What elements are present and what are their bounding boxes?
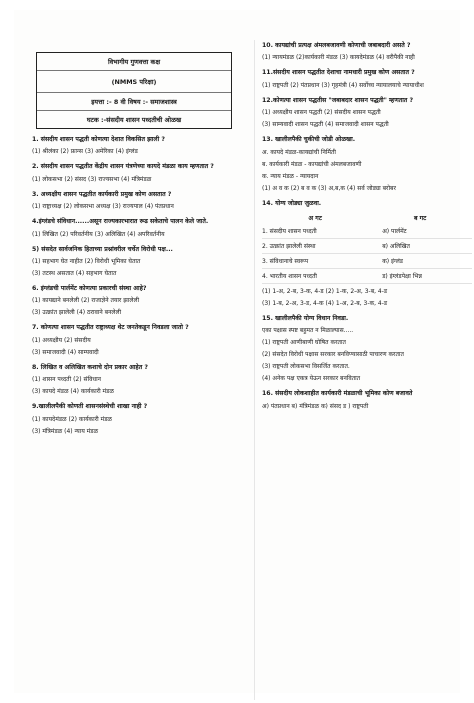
question-8 bbox=[32, 364, 244, 396]
question-statement: क. न्याय मंडळ - न्यायदान bbox=[262, 172, 319, 180]
column-b-header: ब गट bbox=[413, 215, 427, 223]
header-exam: (NMMS परिक्षा) bbox=[37, 70, 231, 92]
question-options: (1) सहभाग घेत नाहीत (2) विरोधी भूमिका घेतात bbox=[32, 258, 141, 266]
question-options: (1) श्रीलंका (2) फ्रान्स (3) अमेरिका (4) इंग्लंड bbox=[32, 148, 138, 156]
question-13 bbox=[262, 136, 472, 192]
question-statement: अ. कायदे मंडळ-कायद्यांची निर्मिती bbox=[262, 148, 336, 156]
question-text: 12.कोणत्या शासन पद्धतीस "जबाबदार शासन पद्धती" म्हणतात ? bbox=[262, 96, 414, 104]
question-text: 3. अध्यक्षीय शासन पद्धतीत कार्यकारी प्रमुख कोण असतात ? bbox=[32, 190, 172, 198]
column-b-cell: क) इंग्लंड bbox=[368, 254, 472, 269]
question-options: (2) संसदेत विरोधी पक्षास सरकार बनविण्यासाठी पाचारण करतात bbox=[262, 351, 404, 359]
question-options: (1) लोकसभा (2) संसद (3) राज्यसभा (4) मंत्रिमंडळ bbox=[32, 175, 152, 183]
column-a-cell: 1. संसदीय शासन पध्दती bbox=[262, 224, 368, 239]
question-text: 14. योग्य जोड्या जुळवा. bbox=[262, 199, 322, 207]
question-14 bbox=[262, 200, 472, 308]
question-7 bbox=[32, 324, 244, 356]
worksheet-header bbox=[36, 52, 232, 129]
question-1 bbox=[32, 136, 244, 156]
column-b-cell: अ) पार्लमेंट bbox=[368, 224, 472, 239]
table-row bbox=[262, 269, 472, 284]
question-options: (1) राष्ट्रपती (2) पंतप्रधान (3) गृहमंत्री (4) सर्वोच्च न्यायालयाचे न्यायाधीश bbox=[262, 81, 424, 89]
question-text: 1. संसदीय शासन पद्धती कोणत्या देशात विकसित झाली ? bbox=[32, 136, 165, 143]
question-2 bbox=[32, 163, 244, 183]
question-statement: ब. कार्यकारी मंडळ - कायद्यांची अंमलबजावणी bbox=[262, 160, 362, 168]
question-options: (3) राष्ट्रपती लोकसभा विसर्जित करतात. bbox=[262, 363, 350, 371]
question-16 bbox=[262, 390, 472, 410]
question-11 bbox=[262, 69, 472, 89]
column-a-cell: 2. उत्क्रांत झालेली संस्था bbox=[262, 239, 368, 254]
question-text: 8. लिखित व अलिखित कशाचे दोन प्रकार आहेत ? bbox=[32, 363, 148, 371]
column-a-cell: 4. भारतीय शासन पध्दती bbox=[262, 269, 368, 284]
worksheet-page bbox=[14, 10, 460, 693]
table-row bbox=[262, 224, 472, 239]
question-10 bbox=[262, 42, 472, 62]
match-header-row bbox=[262, 211, 472, 224]
question-options: (1) लिखित (2) परिवर्तनीय (3) अलिखित (4) अपरिवर्तनीय bbox=[32, 230, 165, 238]
question-text: 4.इंग्लंडचे संविधान......असून राज्यकारभारात रूढ सकेताचे पालन केले जाते. bbox=[32, 218, 209, 226]
column-a-header: अ गट bbox=[308, 215, 322, 223]
question-options: (1) राष्ट्राध्यक्ष (2) लोकसभा अध्यक्ष (3) राज्यपाल (4) पंतप्रधान bbox=[32, 203, 174, 211]
header-unit: घटक :-संसदीय शासन पध्दतीची ओळख bbox=[37, 110, 231, 128]
question-options: (3) समाजवादी (4) साम्यवादी bbox=[32, 348, 99, 356]
question-options: (3) तटस्थ असतात (4) सहभाग घेतात bbox=[32, 270, 117, 278]
table-row bbox=[262, 254, 472, 269]
question-text: 11.संसदीय शासन पद्धतीत देशाचा नामधारी प्रमुख कोण असतात ? bbox=[262, 69, 415, 77]
question-options: (1) राष्ट्रपती आणीबाणी घोषित करतात bbox=[262, 339, 346, 347]
table-row bbox=[262, 239, 472, 254]
question-5 bbox=[32, 246, 244, 278]
question-text: 7. कोणत्या शासन पद्धतीत राष्ट्राध्यक्ष थेट जनतेकडून निवडला जातो ? bbox=[32, 324, 189, 332]
header-class-subject: इयत्ता :- 8 वी विषय :- समाजशास्त्र bbox=[37, 92, 231, 110]
question-3 bbox=[32, 191, 244, 211]
question-options: (1) 1-अ, 2-ब, 3-क, 4-ड (2) 1-क, 2-अ, 3-ब, 4-ड bbox=[262, 288, 388, 296]
question-options: (4) अनेक पक्ष एकत्र येऊन सरकार बनवितात bbox=[262, 375, 361, 383]
left-column bbox=[32, 40, 244, 436]
question-text: 13. खालीलपैकी चुकीची जोडी ओळखा. bbox=[262, 136, 356, 144]
question-options: (1) कायदेमंडळ (2) कार्यकारी मंडळ bbox=[32, 415, 112, 423]
question-options: (3) उत्क्रांत झालेली (4) ठरावाने बनलेली bbox=[32, 309, 122, 317]
match-table bbox=[262, 211, 472, 284]
column-divider bbox=[254, 40, 255, 700]
question-text: 15. खालीलपैकी योग्य विधान निवडा. bbox=[262, 315, 349, 323]
question-options: (1) अध्यक्षीय (2) संसदीय bbox=[32, 336, 91, 344]
question-options: (1) अ व क (2) ब व क (3) अ,ब,क (4) सर्व जोड्या बरोबर bbox=[262, 184, 396, 192]
column-a-cell: 3. संविधानाचे स्वरूप bbox=[262, 254, 368, 269]
column-b-cell: ब) अलिखित bbox=[368, 239, 472, 254]
question-text: 9.खालीलपैकी कोणती शासनसंस्थेची शाखा नाही ? bbox=[32, 403, 148, 411]
header-office: विभागीय गुणवत्ता कक्ष bbox=[107, 58, 161, 66]
question-options: (3) साम्यवादी शासन पद्धती (4) समाजवादी शासन पद्धती bbox=[262, 121, 389, 129]
question-options: (3) मंत्रिमंडळ (4) न्याय मंडळ bbox=[32, 427, 99, 435]
question-options: (1) न्यायमंडळ (2)कार्यकारी मंडळ (3) कायदेमंडळ (4) वरीपैकी नाही bbox=[262, 54, 415, 62]
question-text: 5) संसदेत सार्वजनिक हिताच्या प्रश्नांवरील चर्चेत विरोधी पक्ष... bbox=[32, 245, 173, 253]
question-text: 10. कायद्यांची प्रत्यक्ष अंमलबजावणी कोणाची जबाबदारी असते ? bbox=[262, 42, 411, 49]
question-12 bbox=[262, 97, 472, 129]
question-statement: एका पक्षास स्पष्ट बहुमत न मिळाल्यास..... bbox=[262, 327, 354, 335]
question-text: 6. इंग्लंडची पार्लमेंट कोणत्या प्रकारची संस्था आहे? bbox=[32, 285, 147, 293]
question-6 bbox=[32, 285, 244, 317]
question-text: 16. संसदीय लोकशाहीत कार्यकारी मंडळाची भूमिका कोण बजावते bbox=[262, 390, 413, 398]
column-b-cell: ड) इंग्लंडपेक्षा भिन्न bbox=[368, 269, 472, 284]
question-options: (3) 1-ब, 2-अ, 3-ड, 4-क (4) 1-अ, 2-ब, 3-क, 4-ड bbox=[262, 300, 388, 308]
question-text: 2. संसदीय शासन पद्धतीत केंद्रीय शासन यंत्रणेच्या कायदे मंडळा काय म्हणतात ? bbox=[32, 163, 214, 171]
question-4 bbox=[32, 218, 244, 238]
question-options: (1) शासन पध्दती (2) संविधान bbox=[32, 376, 101, 384]
question-9 bbox=[32, 403, 244, 435]
question-15 bbox=[262, 315, 472, 383]
question-options: (3) कायदे मंडळ (4) कार्यकारी मंडळ bbox=[32, 388, 114, 396]
right-column bbox=[262, 40, 472, 411]
question-options: अ) पंतप्रधान ब) मंत्रिमंडळ क) संसद ड ) राष्ट्रपती bbox=[262, 402, 369, 410]
question-options: (1) अध्यक्षीय शासन पद्धती (2) संसदीय शासन पद्धती bbox=[262, 109, 381, 117]
question-options: (1) कायद्याने बनलेली (2) राजाज्ञेने तयार झालेली bbox=[32, 297, 140, 305]
